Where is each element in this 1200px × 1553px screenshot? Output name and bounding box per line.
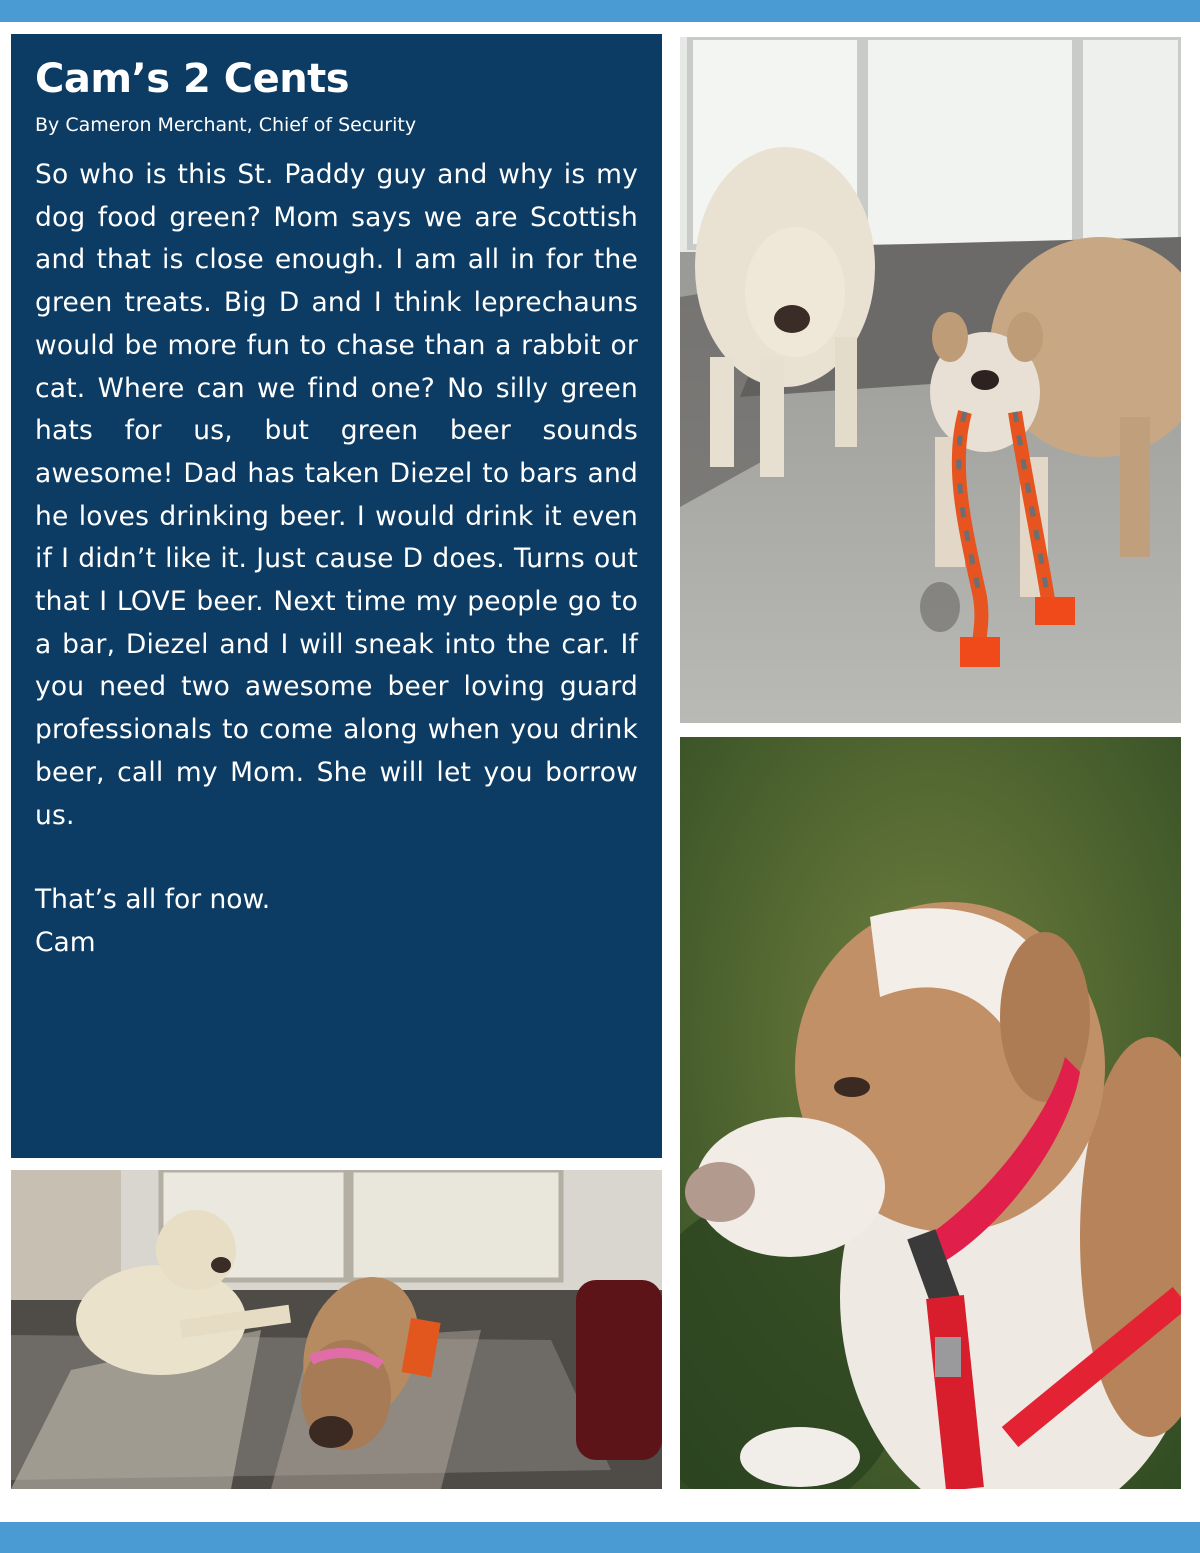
article-title: Cam’s 2 Cents (35, 56, 350, 102)
photo-dog-closeup-red-collar (680, 737, 1181, 1489)
signature: Cam (35, 926, 96, 958)
article-closing (35, 879, 638, 964)
photo-two-dogs-with-rope-toy (680, 37, 1181, 723)
article-byline: By Cameron Merchant, Chief of Security (35, 114, 417, 136)
bottom-color-band (0, 1522, 1200, 1553)
top-color-band (0, 0, 1200, 22)
closing-line: That’s all for now. (35, 884, 271, 916)
article-panel (11, 34, 662, 1158)
photo-dogs-resting-on-rug (11, 1170, 662, 1489)
article-body: So who is this St. Paddy guy and why is my dog food green? Mom says we are Scottish and that is close enough. I am all in for the green treats. Big D and I think leprechauns would be more fun to chase than a rabbit or cat. Where can we find one? No silly green hats for us, but green beer sounds awesome! Dad has taken Diezel to bars and he loves drinking beer. I would drink it even if I didn’t like it. Just cause D does. Turns out that I LOVE beer. Next time my people go to a bar, Diezel and I will sneak into the car. If you need two awesome beer loving guard professionals to come along when you drink beer, call my Mom. She will let you borrow us. (35, 159, 638, 831)
